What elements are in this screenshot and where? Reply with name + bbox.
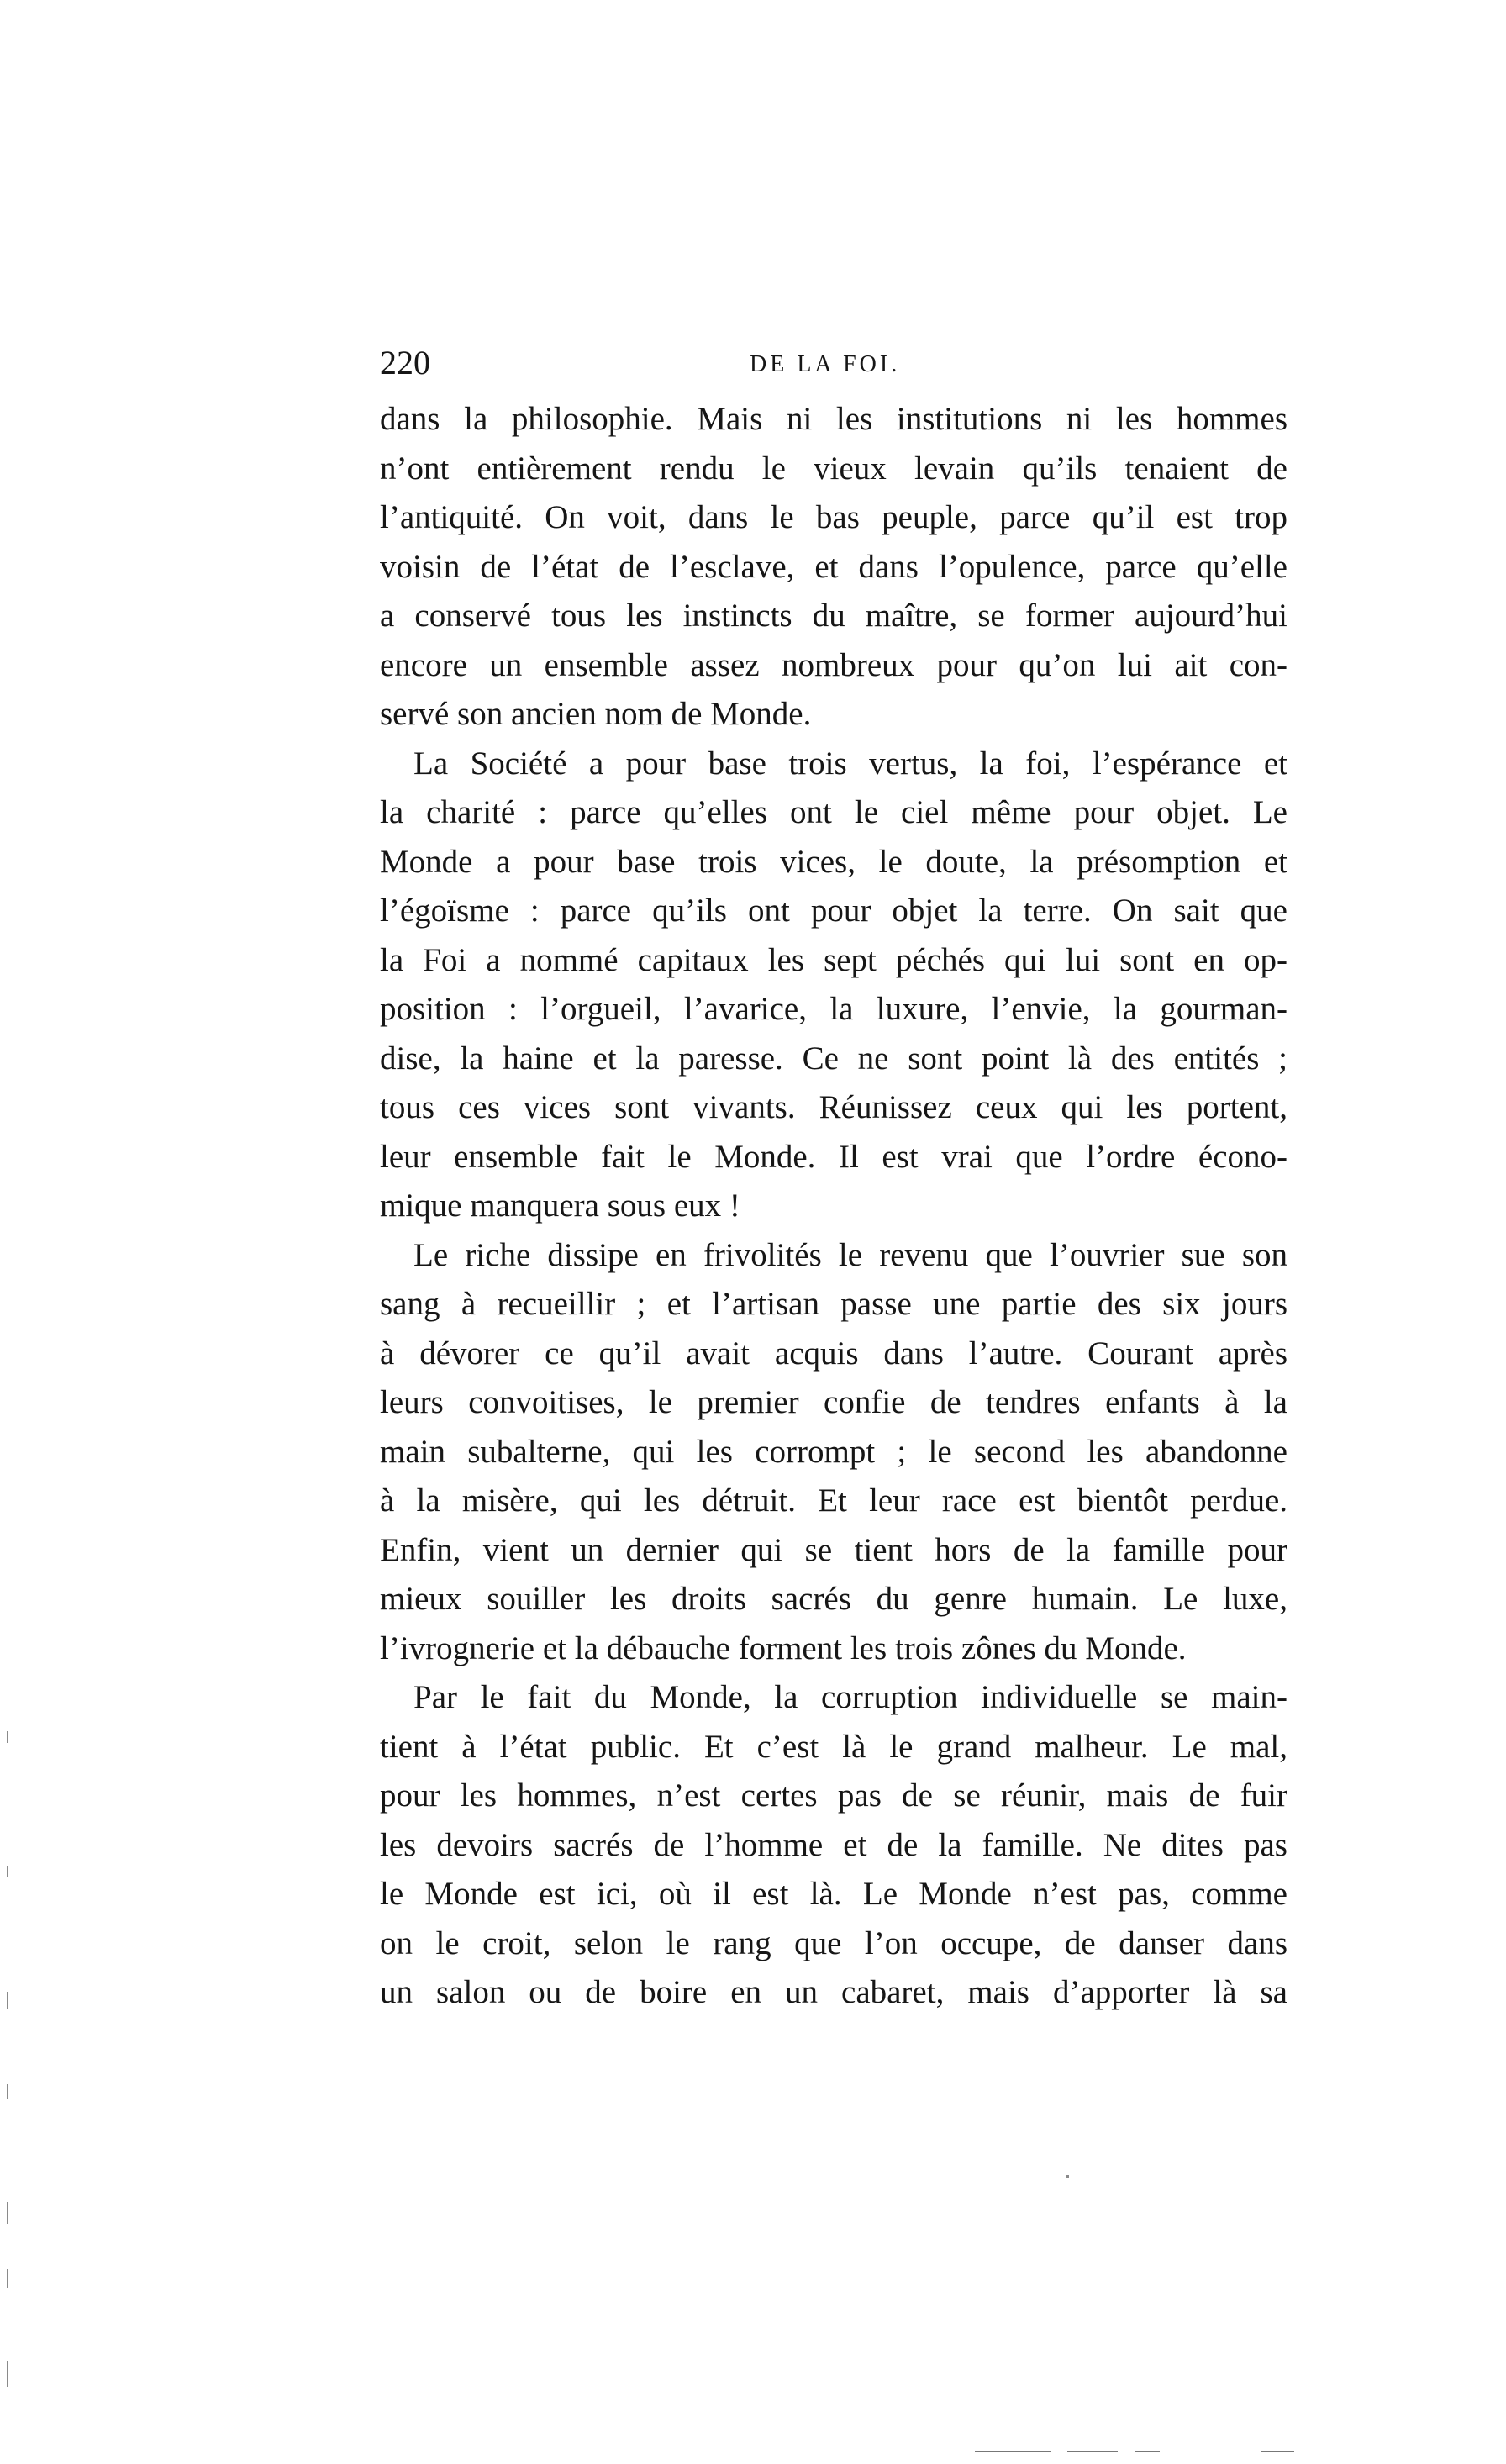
text-line: pour les hommes, n’est certes pas de se réunir, mais de fuir — [380, 1777, 1287, 1814]
scan-artifact-mark — [7, 2084, 8, 2099]
scan-artifact-mark — [7, 1866, 8, 1877]
scan-artifact-mark — [7, 2269, 8, 2288]
running-title: DE LA FOI. — [750, 351, 901, 377]
text-line: mieux souiller les droits sacrés du genre humain. Le luxe, — [380, 1581, 1287, 1617]
text-line: encore un ensemble assez nombreux pour qu’on lui ait con- — [380, 646, 1287, 683]
paragraph-4 — [380, 1673, 1287, 2018]
text-line: les devoirs sacrés de l’homme et de la famille. Ne dites pas — [380, 1826, 1287, 1863]
text-line: sang à recueillir ; et l’artisan passe une partie des six jours — [380, 1286, 1287, 1322]
scan-artifact-rule — [1261, 2451, 1294, 2452]
text-line: a conservé tous les instincts du maître, se former aujourd’hui — [380, 598, 1287, 634]
paragraph-2 — [380, 740, 1287, 1231]
text-line: le Monde est ici, où il est là. Le Monde n’est pas, comme — [380, 1876, 1287, 1912]
body-text — [380, 395, 1287, 2018]
text-line: à dévorer ce qu’il avait acquis dans l’autre. Courant après — [380, 1335, 1287, 1372]
text-line: La Société a pour base trois vertus, la foi, l’espérance et — [413, 745, 1287, 782]
text-line: leurs convoitises, le premier confie de tendres enfants à la — [380, 1384, 1287, 1420]
text-line: voisin de l’état de l’esclave, et dans l’opulence, parce qu’elle — [380, 548, 1287, 585]
text-line: tous ces vices sont vivants. Réunissez ceux qui les portent, — [380, 1089, 1287, 1125]
text-line: la Foi a nommé capitaux les sept péchés qui lui sont en op- — [380, 941, 1287, 978]
text-line: mique manquera sous eux ! — [380, 1187, 740, 1224]
scan-artifact-mark — [7, 2202, 8, 2224]
scan-artifact-mark — [1066, 2175, 1069, 2178]
scan-artifact-rule — [975, 2451, 1051, 2452]
running-head — [380, 338, 1287, 388]
text-line: dans la philosophie. Mais ni les institutions ni les hommes — [380, 401, 1287, 437]
text-line: la charité : parce qu’elles ont le ciel même pour objet. Le — [380, 794, 1287, 830]
scan-artifact-mark — [7, 1731, 8, 1743]
text-line: position : l’orgueil, l’avarice, la luxure, l’envie, la gourman- — [380, 991, 1287, 1027]
text-line: Par le fait du Monde, la corruption individuelle se main- — [413, 1679, 1287, 1715]
text-line: servé son ancien nom de Monde. — [380, 696, 812, 732]
text-line: Enfin, vient un dernier qui se tient hors de la famille pour — [380, 1531, 1287, 1568]
text-line: l’antiquité. On voit, dans le bas peuple, parce qu’il est trop — [380, 499, 1287, 535]
text-line: main subalterne, qui les corrompt ; le second les abandonne — [380, 1433, 1287, 1470]
text-line: n’ont entièrement rendu le vieux levain qu’ils tenaient de — [380, 450, 1287, 487]
page-number: 220 — [380, 344, 430, 382]
text-line: un salon ou de boire en un cabaret, mais d’apporter là sa — [380, 1974, 1287, 2010]
text-line: Le riche dissipe en frivolités le revenu que l’ouvrier sue son — [413, 1236, 1287, 1273]
scan-artifact-rule — [1135, 2451, 1160, 2452]
text-line: dise, la haine et la paresse. Ce ne sont point là des entités ; — [380, 1040, 1287, 1077]
text-line: l’égoïsme : parce qu’ils ont pour objet la terre. On sait que — [380, 892, 1287, 929]
text-line: à la misère, qui les détruit. Et leur race est bientôt perdue. — [380, 1482, 1287, 1519]
scan-artifact-mark — [7, 1992, 8, 2009]
text-line: l’ivrognerie et la débauche forment les trois zônes du Monde. — [380, 1630, 1187, 1666]
scan-artifact-rule — [1067, 2451, 1118, 2452]
text-line: on le croit, selon le rang que l’on occupe, de danser dans — [380, 1924, 1287, 1961]
paragraph-1 — [380, 395, 1287, 740]
text-line: tient à l’état public. Et c’est là le grand malheur. Le mal, — [380, 1728, 1287, 1765]
text-line: Monde a pour base trois vices, le doute, la présomption et — [380, 843, 1287, 880]
paragraph-3 — [380, 1231, 1287, 1674]
text-line: leur ensemble fait le Monde. Il est vrai que l’ordre écono- — [380, 1138, 1287, 1175]
scan-artifact-mark — [7, 2361, 8, 2387]
